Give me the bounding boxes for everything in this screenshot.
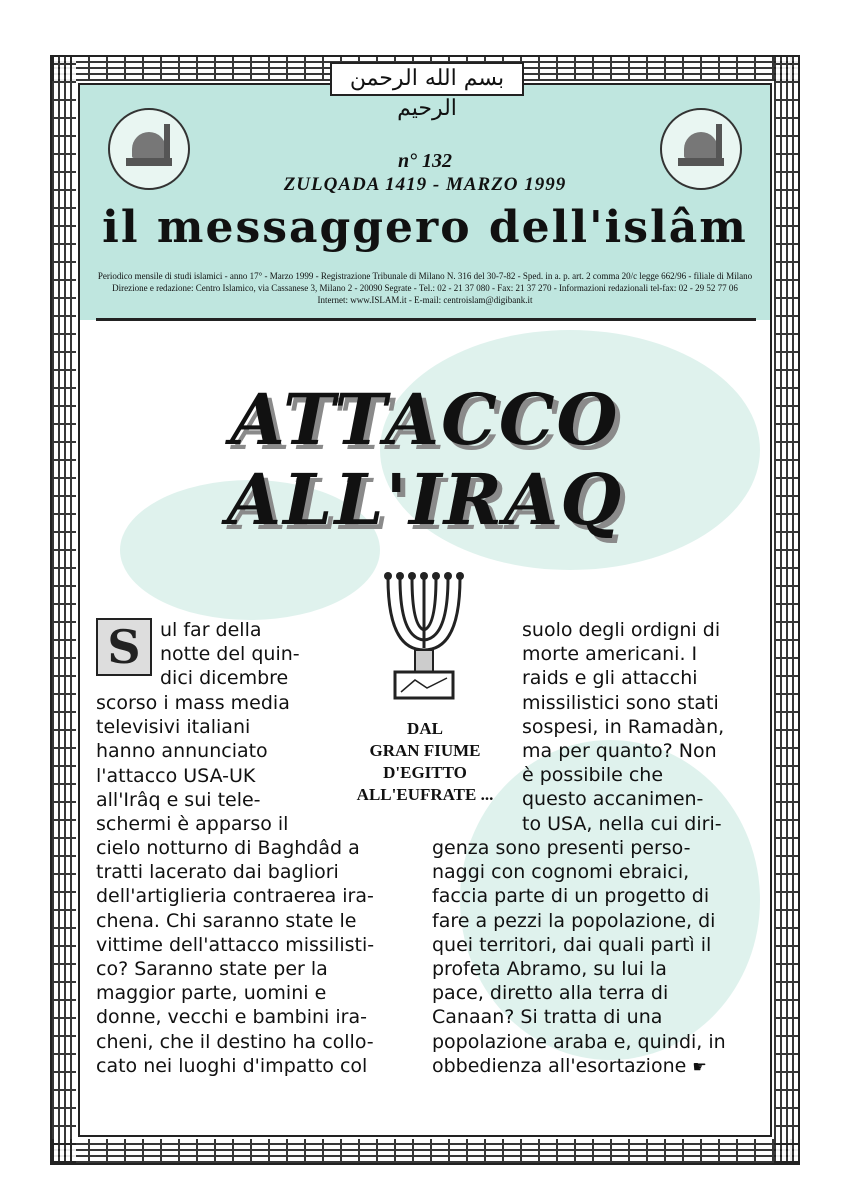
article-line: scorso i mass media <box>96 692 290 714</box>
header-rule <box>96 318 756 321</box>
pubinfo-line: Internet: www.ISLAM.it - E-mail: centroislam@digibank.it <box>317 295 533 305</box>
article-line: cheni, che il destino ha collo- <box>96 1030 374 1053</box>
sidebar-title-line: DAL <box>407 719 443 738</box>
menorah-emblem-icon <box>375 568 473 703</box>
article-line: genza sono presenti perso- <box>432 837 691 859</box>
article-line-text: obbedienza all'esortazione <box>432 1054 687 1077</box>
article-line: missilistici sono stati <box>522 691 719 714</box>
article-line: co? Saranno state per la <box>96 958 328 981</box>
article-line: fare a pezzi la popolazione, di <box>432 909 716 932</box>
sidebar-title-line: GRAN FIUME <box>369 741 481 760</box>
publication-info <box>90 270 760 306</box>
article-line: profeta Abramo, su lui la <box>432 958 667 981</box>
article-right-wide <box>432 836 762 1079</box>
article-line: quei territori, dai quali partì il <box>432 933 712 956</box>
article-line: questo accanimen- <box>522 788 704 811</box>
article-line: Canaan? Si tratta di una <box>432 1006 663 1029</box>
border-bottom-pattern <box>52 1139 798 1163</box>
article-line: pace, diretto alla terra di <box>432 982 669 1005</box>
article-line: hanno annunciato <box>96 740 268 763</box>
article-line: sospesi, in Ramadàn, <box>522 715 725 738</box>
article-right-narrow <box>522 618 762 836</box>
article-line: tratti lacerato dai bagliori <box>96 861 339 884</box>
issue-date: ZULQADA 1419 - MARZO 1999 <box>283 174 567 195</box>
article-line: all'Irâq e sui tele- <box>96 788 261 811</box>
article-line: cato nei luoghi d'impatto col <box>96 1054 368 1077</box>
article-line: maggior parte, uomini e <box>96 982 327 1005</box>
sidebar-title-line: D'EGITTO <box>383 763 467 782</box>
article-line: to USA, nella cui diri- <box>522 812 722 835</box>
article-line: naggi con cognomi ebraici, <box>432 861 690 884</box>
article-left-mid <box>96 691 336 836</box>
drop-cap: S <box>96 618 152 676</box>
article-line: raids e gli attacchi <box>522 667 698 690</box>
article-line: schermi è apparso il <box>96 813 289 836</box>
article-left-narrow <box>160 618 330 691</box>
headline-line-2: ALL'IRAQ <box>226 458 624 541</box>
article-line: dici dicembre <box>160 667 289 690</box>
article-line: è possibile che <box>522 764 664 787</box>
article-line: l'attacco USA-UK <box>96 764 256 787</box>
issue-number: n° 132 <box>397 150 453 172</box>
article-line: ul far della <box>160 619 262 641</box>
article-line: faccia parte di un progetto di <box>432 885 710 908</box>
article-line: dell'artiglieria contraerea ira- <box>96 885 374 908</box>
pointing-hand-icon: ☛ <box>692 1056 707 1076</box>
masthead-title: il messaggero dell'islâm <box>102 202 748 253</box>
article-line: ma per quanto? Non <box>522 740 717 763</box>
article-line: chena. Chi saranno state le <box>96 909 357 932</box>
sidebar-title-line: ALL'EUFRATE ... <box>356 785 494 804</box>
article-line: vittime dell'attacco missilisti- <box>96 933 375 956</box>
headline-line-1: ATTACCO <box>230 378 620 461</box>
pubinfo-line: Periodico mensile di studi islamici - anno 17° - Marzo 1999 - Registrazione Tribunale di Milano N. 316 del 30-7-82 - Sped. in a. p. art. 2 comma 20/c legge 662/96 - filiale di Milano <box>97 271 753 281</box>
article-left-wide <box>96 836 426 1078</box>
pubinfo-line: Direzione e redazione: Centro Islamico, via Cassanese 3, Milano 2 - 20090 Segrate - Tel.: 02 - 21 37 080 - Fax: 21 37 270 - Informazioni redazionali tel-fax: 02 - 29 52 77 06 <box>112 283 738 293</box>
bismillah-calligraphy: بسم الله الرحمن الرحيم <box>330 62 524 96</box>
article-line: morte americani. I <box>522 643 698 666</box>
article-line: suolo degli ordigni di <box>522 619 721 641</box>
article-line <box>432 1054 762 1079</box>
article-line: donne, vecchi e bambini ira- <box>96 1006 367 1029</box>
article-line: cielo notturno di Baghdâd a <box>96 837 360 859</box>
sidebar-title <box>335 718 515 806</box>
article-line: notte del quin- <box>160 643 300 666</box>
article-line: popolazione araba e, quindi, in <box>432 1030 726 1053</box>
article-line: televisivi italiani <box>96 716 251 739</box>
